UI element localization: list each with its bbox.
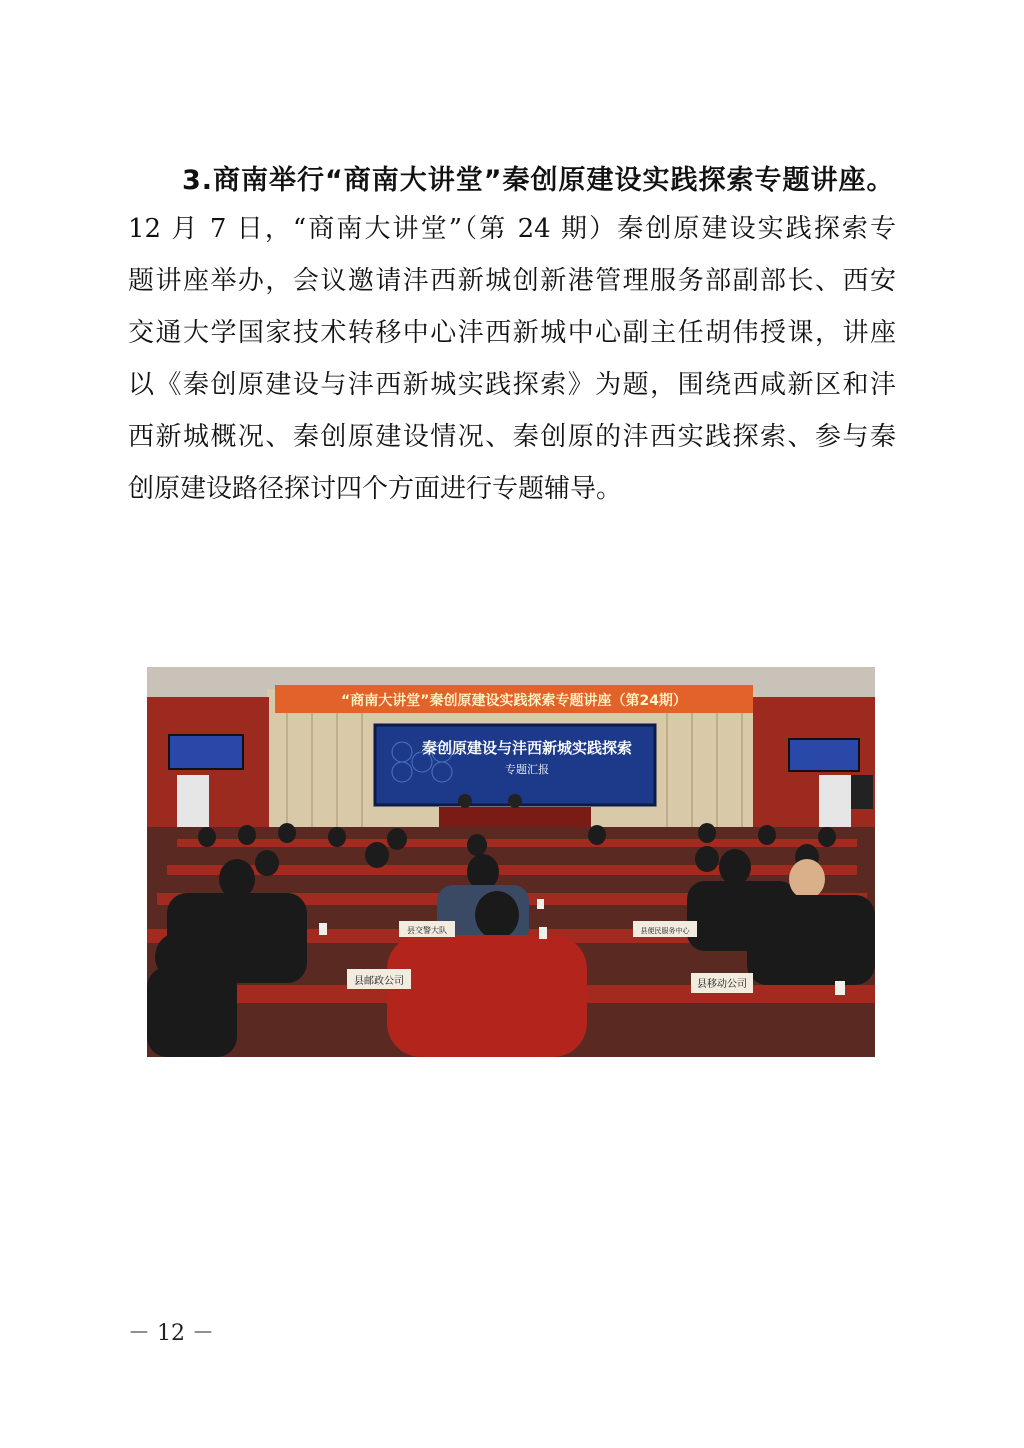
paragraph-line-3: 交通大学国家技术转移中心沣西新城中心副主任胡伟授课，讲座: [128, 318, 896, 348]
lecture-photo: [147, 667, 875, 1057]
section-heading: 3.商南举行“商南大讲堂”秦创原建设实践探索专题讲座。: [182, 165, 895, 196]
nameplate-3: 县移动公司: [697, 979, 747, 990]
screen-title-2: 专题汇报: [505, 763, 549, 776]
nameplate-2: 县邮政公司: [354, 976, 404, 987]
paragraph-line-4: 以《秦创原建设与沣西新城实践探索》为题，围绕西咸新区和沣: [128, 370, 896, 400]
paragraph-line-2: 题讲座举办，会议邀请沣西新城创新港管理服务部副部长、西安: [128, 266, 896, 296]
paragraph-line-6: 创原建设路径探讨四个方面进行专题辅导。: [128, 474, 623, 504]
banner-text: “商南大讲堂”秦创原建设实践探索专题讲座（第24期）: [341, 693, 687, 709]
paragraph-line-5: 西新城概况、秦创原建设情况、秦创原的沣西实践探索、参与秦: [128, 422, 896, 452]
paragraph-line-1: 12 月 7 日，“商南大讲堂”（第 24 期）秦创原建设实践探索专: [128, 214, 896, 244]
nameplate-4: 县便民服务中心: [640, 927, 690, 935]
page-number: － 12 －: [128, 1321, 214, 1346]
screen-title-1: 秦创原建设与沣西新城实践探索: [421, 739, 633, 757]
nameplate-1: 县交警大队: [407, 926, 447, 935]
